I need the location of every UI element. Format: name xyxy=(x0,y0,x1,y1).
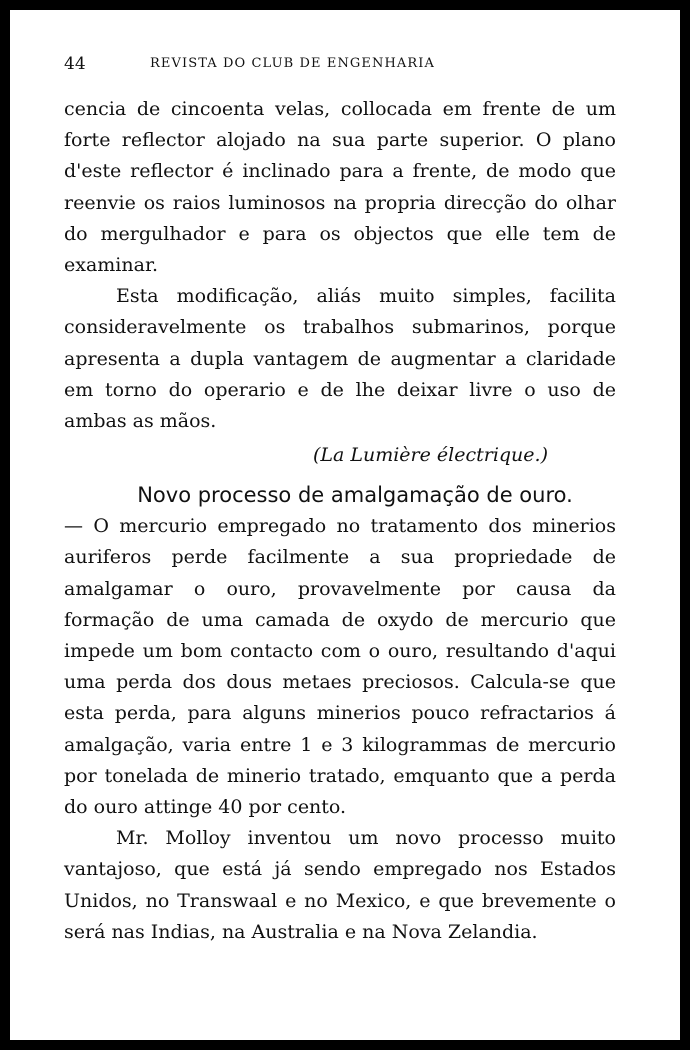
paragraph-modification: Esta modificação, aliás muito simples, facilita consideravelmente os trabalhos submarinos, porque apresenta a dupla vantagem de augmentar a claridade em torno do operario e de lhe deixar livre o uso de ambas as mãos. xyxy=(64,285,616,433)
source-citation: (La Lumière électrique.) xyxy=(312,444,548,467)
page-header xyxy=(64,54,634,84)
running-title: REVISTA DO CLUB DE ENGENHARIA xyxy=(150,56,436,71)
paragraph-continued: cencia de cincoenta velas, collocada em frente de um forte reflector alojado na sua parte superior. O plano d'este reflector é inclinado para a frente, de modo que reenvie os raios luminosos na propria direcção do olhar do mergulhador e para os objectos que elle tem de examinar. xyxy=(64,98,616,277)
book-page xyxy=(10,10,680,1040)
section-heading: Novo processo de amalgamação de ouro. xyxy=(137,483,573,508)
paragraph-lead: — O mercurio empregado no tratamento dos minerios auriferos perde facilmente a sua propriedade de amalgamar o ouro, provavelmente por causa da formação de uma camada de oxydo de mercurio que impede um bom contacto com o ouro, resultando d'aqui uma perda dos dous metaes preciosos. Calcula-se que esta perda, para alguns minerios pouco refractarios á amalgação, varia entre 1 e 3 kilogrammas de mercurio por tonelada de minerio tratado, emquanto que a perda do ouro attinge 40 por cento. xyxy=(64,515,616,819)
page-number: 44 xyxy=(64,54,86,74)
page-body xyxy=(64,94,616,948)
paragraph-molloy: Mr. Molloy inventou um novo processo muito vantajoso, que está já sendo empregado nos Estados Unidos, no Transwaal e no Mexico, e que brevemente o será nas Indias, na Australia e na Nova Zelandia. xyxy=(64,827,616,943)
